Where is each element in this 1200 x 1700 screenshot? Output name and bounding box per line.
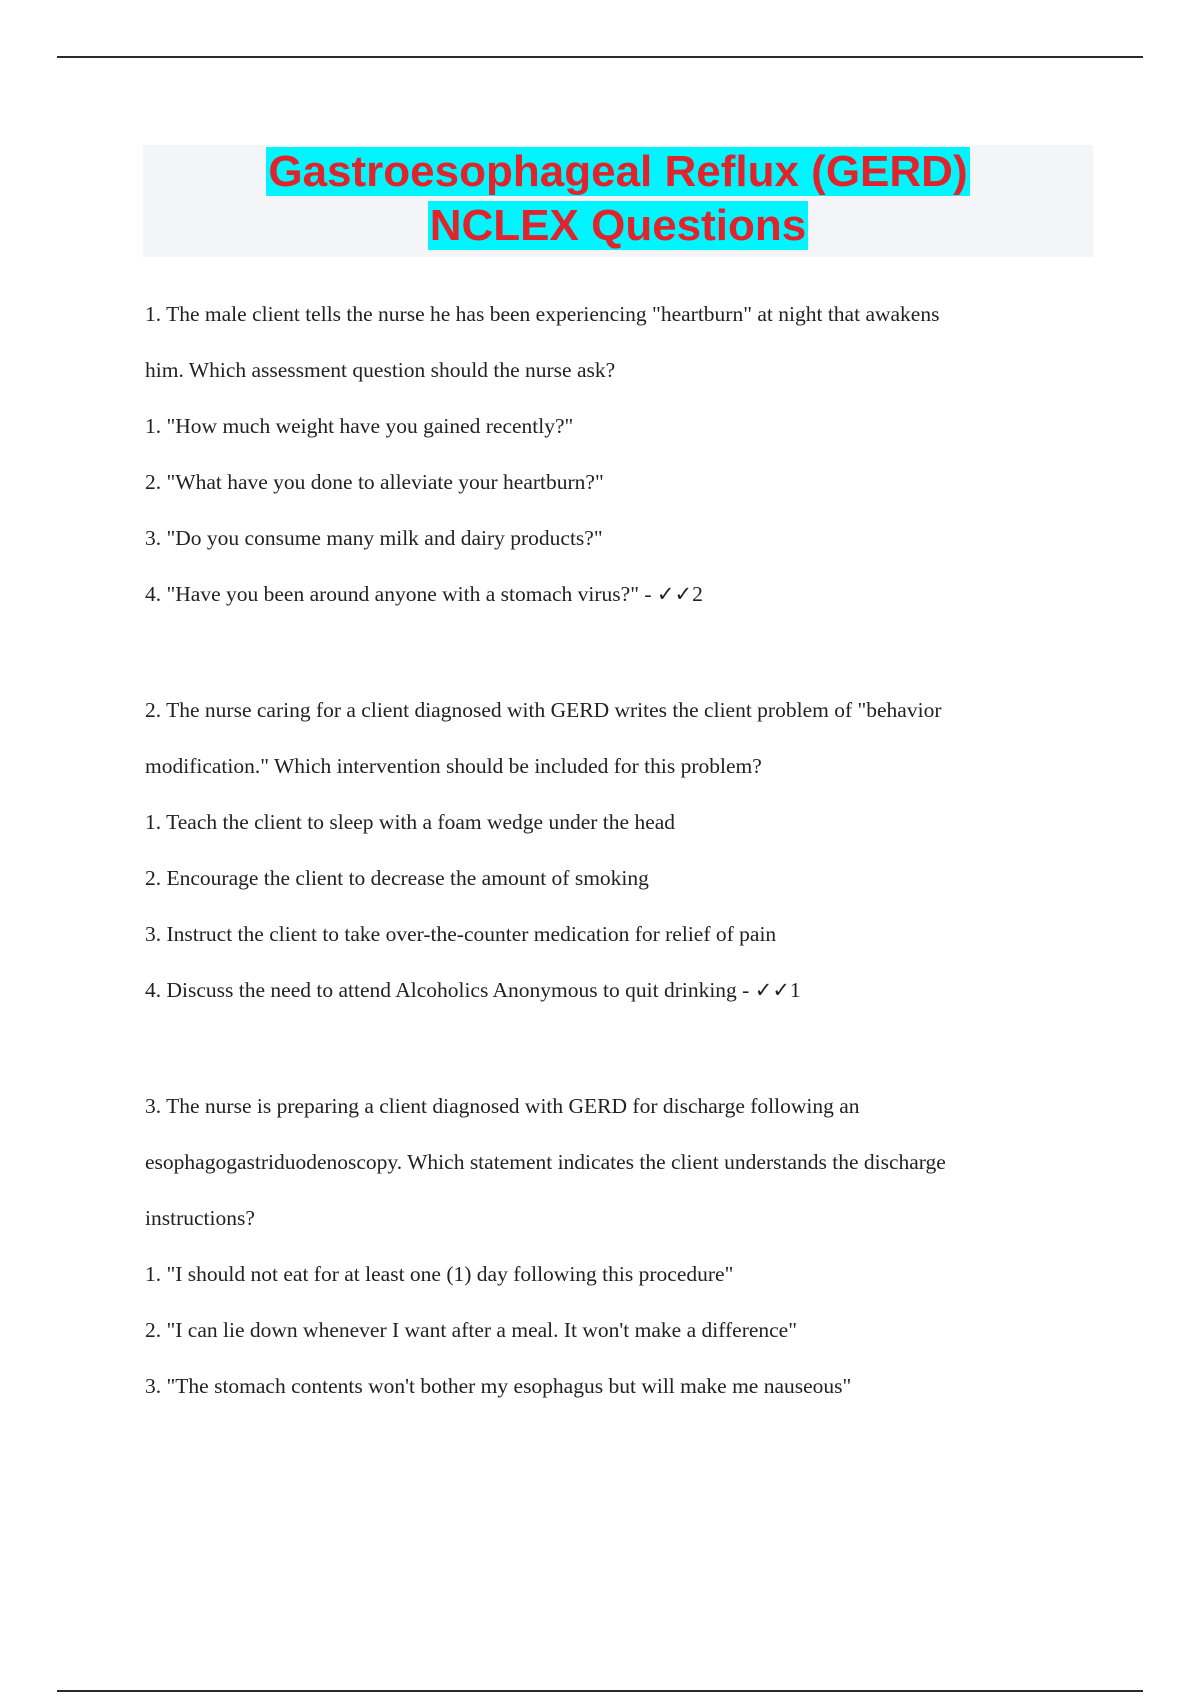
title-line-1-text: Gastroesophageal Reflux (GERD) <box>268 147 968 196</box>
bottom-rule <box>57 1690 1143 1692</box>
question-1-answer: 2 <box>692 582 703 606</box>
question-2 <box>145 696 1075 1004</box>
title-line-2-text: NCLEX Questions <box>429 201 807 250</box>
question-2-stem-line-2: modification." Which intervention should be included for this problem? <box>145 754 762 778</box>
question-1-option-4-text: 4. "Have you been around anyone with a stomach virus?" - <box>145 582 657 606</box>
question-2-answer: 1 <box>789 978 801 1002</box>
question-2-option-2: 2. Encourage the client to decrease the amount of smoking <box>145 866 649 890</box>
question-1-option-2: 2. "What have you done to alleviate your heartburn?" <box>145 470 604 494</box>
question-list <box>145 300 1075 1428</box>
question-1-option-1: 1. "How much weight have you gained recently?" <box>145 414 574 438</box>
question-spacer <box>145 1032 1075 1092</box>
question-1 <box>145 300 1075 608</box>
question-2-option-4-text: 4. Discuss the need to attend Alcoholics Anonymous to quit drinking - <box>145 978 755 1002</box>
question-3-stem-line-2: esophagogastriduodenoscopy. Which statement indicates the client understands the discharge <box>145 1150 946 1174</box>
question-spacer <box>145 636 1075 696</box>
question-1-option-3: 3. "Do you consume many milk and dairy products?" <box>145 526 603 550</box>
question-2-option-4 <box>145 976 1075 1004</box>
question-3-option-3: 3. "The stomach contents won't bother my esophagus but will make me nauseous" <box>145 1374 852 1398</box>
question-2-option-3: 3. Instruct the client to take over-the-counter medication for relief of pain <box>145 922 777 946</box>
question-2-option-1: 1. Teach the client to sleep with a foam wedge under the head <box>145 810 676 834</box>
title-line-1 <box>143 145 1093 199</box>
document-title <box>143 145 1093 257</box>
question-3 <box>145 1092 1075 1400</box>
question-3-stem-line-3: instructions? <box>145 1206 255 1230</box>
question-3-option-2: 2. "I can lie down whenever I want after a meal. It won't make a difference" <box>145 1318 798 1342</box>
question-1-stem-line-2: him. Which assessment question should the nurse ask? <box>145 358 616 382</box>
question-3-stem-line-1: 3. The nurse is preparing a client diagnosed with GERD for discharge following an <box>145 1094 860 1118</box>
top-rule <box>57 56 1143 58</box>
question-2-stem-line-1: 2. The nurse caring for a client diagnosed with GERD writes the client problem of "behavior <box>145 698 942 722</box>
question-1-stem-line-1: 1. The male client tells the nurse he has been experiencing "heartburn" at night that awakens <box>145 302 940 326</box>
title-line-2 <box>143 199 1093 253</box>
check-mark-icon: ✓✓ <box>656 582 693 606</box>
question-3-option-1: 1. "I should not eat for at least one (1) day following this procedure" <box>145 1262 734 1286</box>
check-mark-icon: ✓✓ <box>754 978 790 1002</box>
question-1-option-4 <box>145 580 1075 608</box>
